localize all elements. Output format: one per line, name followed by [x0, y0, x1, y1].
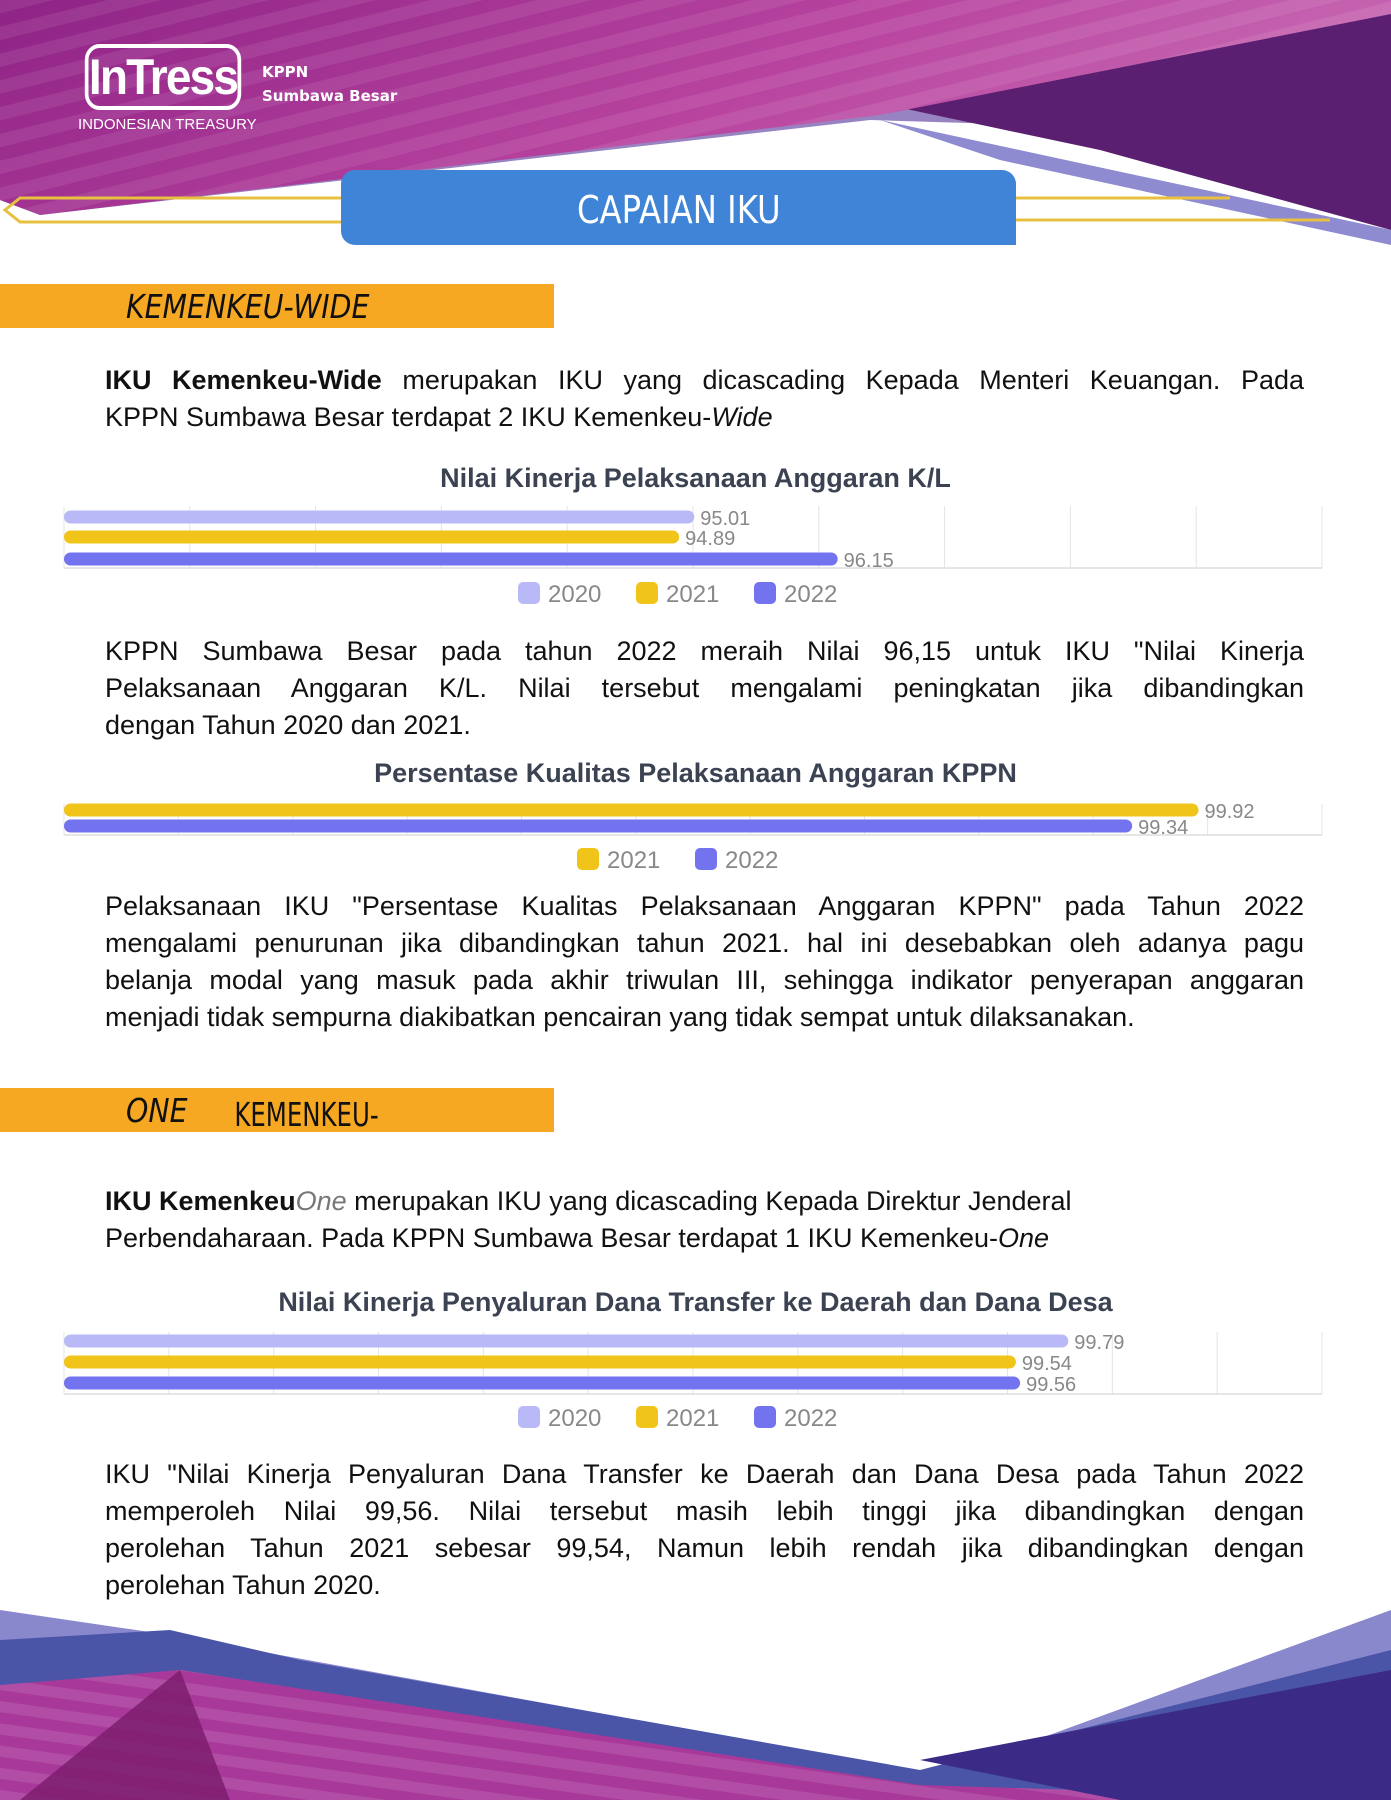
- logo-subtitle: INDONESIAN TREASURY: [78, 116, 257, 133]
- data-label: 99.79: [1074, 1332, 1125, 1354]
- chart-title: Persentase Kualitas Pelaksanaan Anggaran KPPN: [374, 758, 1017, 788]
- paragraph-line: KPPN Sumbawa Besar pada tahun 2022 meraih Nilai 96,15 untuk IKU "Nilai Kinerja: [105, 636, 1304, 666]
- bold-term: IKU Kemenkeu-Wide: [105, 365, 382, 395]
- data-label: 95.01: [700, 508, 751, 530]
- paragraph-line: mengalami penurunan jika dibandingkan tahun 2021. hal ini desebabkan oleh adanya pagu: [105, 928, 1304, 958]
- section-heading-text: KEMENKEU-WIDE: [126, 287, 370, 326]
- office-line-2: Sumbawa Besar: [262, 87, 398, 105]
- text: merupakan IKU yang dicascading Kepada Direktur Jenderal: [346, 1186, 1072, 1216]
- legend-swatch-2021: [636, 1406, 658, 1428]
- data-label: 96.15: [843, 550, 894, 572]
- paragraph-line: belanja modal yang masuk pada akhir triwulan III, sehingga indikator penyerapan anggaran: [105, 965, 1304, 995]
- text: KEMENKEU-: [234, 1095, 379, 1134]
- paragraph-line: memperoleh Nilai 99,56. Nilai tersebut masih lebih tinggi jika dibandingkan dengan: [105, 1496, 1304, 1526]
- data-label: 99.92: [1204, 801, 1255, 823]
- legend-label: 2020: [548, 581, 602, 608]
- legend-label: 2021: [666, 581, 720, 608]
- paragraph-line: perolehan Tahun 2021 sebesar 99,54, Namun lebih rendah jika dibandingkan dengan: [105, 1533, 1304, 1563]
- legend-label: 2022: [784, 1405, 838, 1432]
- text: KPPN Sumbawa Besar terdapat 2 IKU Kemenkeu-: [105, 402, 712, 432]
- legend-swatch-2022: [754, 1406, 776, 1428]
- office-line-1: KPPN: [262, 63, 309, 81]
- italic-text: ONE: [126, 1091, 188, 1130]
- legend-swatch-2020: [518, 1406, 540, 1428]
- paragraph-line: dengan Tahun 2020 dan 2021.: [105, 710, 471, 740]
- paragraph-line: Pelaksanaan IKU "Persentase Kualitas Pelaksanaan Anggaran KPPN" pada Tahun 2022: [105, 891, 1304, 921]
- legend-label: 2022: [725, 847, 779, 874]
- paragraph-line: IKU "Nilai Kinerja Penyaluran Dana Transfer ke Daerah dan Dana Desa pada Tahun 2022: [105, 1459, 1304, 1489]
- page-title-text: CAPAIAN IKU: [576, 188, 781, 232]
- data-label: 99.54: [1021, 1353, 1072, 1375]
- legend-label: 2021: [666, 1405, 720, 1432]
- legend-label: 2021: [607, 847, 661, 874]
- paragraph-line: perolehan Tahun 2020.: [105, 1570, 381, 1600]
- italic-term: Wide: [711, 402, 773, 432]
- paragraph-dana-transfer: [105, 1456, 1304, 1604]
- paragraph-line: menjadi tidak sempurna diakibatkan pencairan yang tidak sempat untuk dilaksanakan.: [105, 1002, 1135, 1032]
- bold-term: IKU Kemenkeu: [105, 1186, 296, 1216]
- data-label: 99.56: [1026, 1374, 1077, 1396]
- footer-decoration: [0, 1590, 1391, 1800]
- text: merupakan IKU yang dicascading Kepada Menteri Keuangan. Pada: [381, 365, 1304, 395]
- italic-term: One: [998, 1223, 1050, 1253]
- bar-2021: [64, 1356, 1016, 1369]
- data-label: 99.34: [1138, 817, 1189, 839]
- legend-label: 2020: [548, 1405, 602, 1432]
- chart-title: Nilai Kinerja Penyaluran Dana Transfer ke Daerah dan Dana Desa: [278, 1287, 1113, 1317]
- text: Perbendaharaan. Pada KPPN Sumbawa Besar terdapat 1 IKU Kemenkeu-: [105, 1223, 999, 1253]
- paragraph-line: Pelaksanaan Anggaran K/L. Nilai tersebut mengalami peningkatan jika dibandingkan: [105, 673, 1304, 703]
- data-label: 94.89: [685, 528, 736, 550]
- chart-title: Nilai Kinerja Pelaksanaan Anggaran K/L: [440, 463, 951, 493]
- logo-text: InTress: [88, 49, 238, 105]
- bar-2020: [64, 1335, 1068, 1348]
- italic-term: One: [295, 1186, 347, 1216]
- bar-2022: [64, 1377, 1020, 1390]
- legend-label: 2022: [784, 581, 838, 608]
